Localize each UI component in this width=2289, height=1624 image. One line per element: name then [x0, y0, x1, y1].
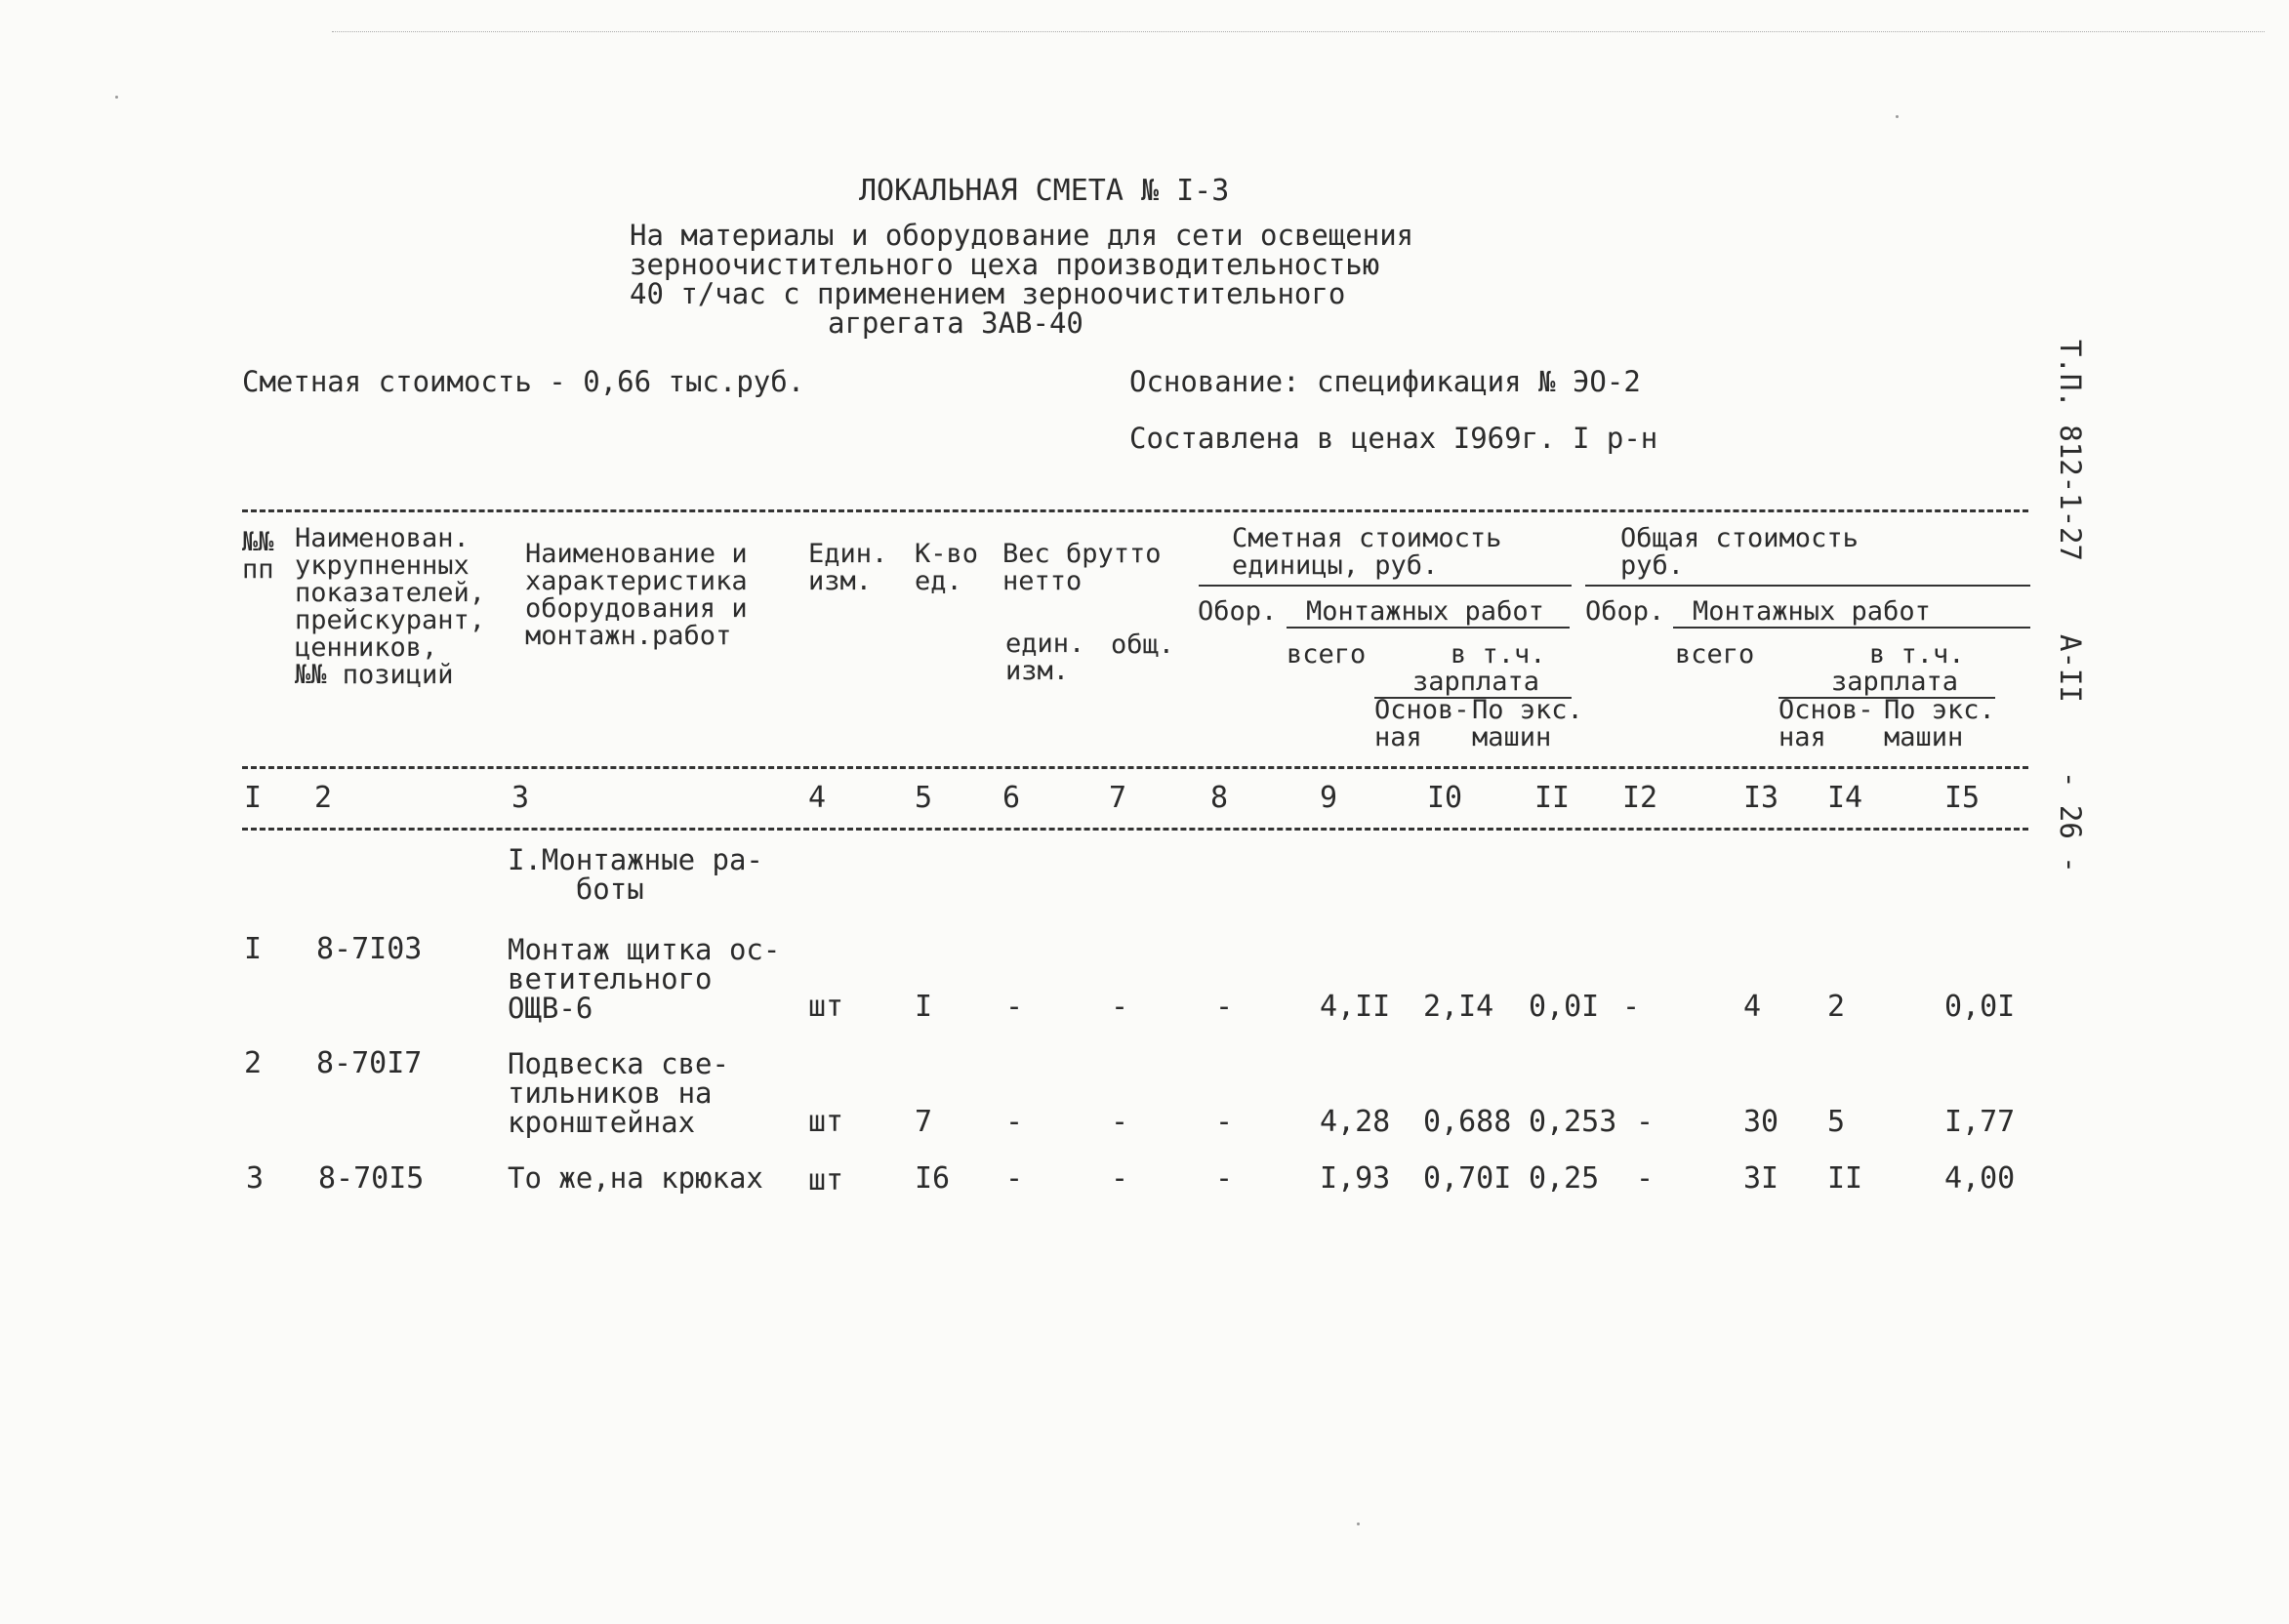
total-total-header: всего [1675, 639, 1755, 670]
row-3-unit-basic: 0,70I [1423, 1161, 1512, 1196]
col-num-4: 4 [808, 781, 827, 815]
col-weight-total-header: общ. [1111, 629, 1175, 660]
row-3-number: 3 [246, 1161, 265, 1196]
col-num-9: 9 [1320, 781, 1338, 815]
row-3-unit: шт [808, 1163, 844, 1198]
scan-speck [115, 96, 118, 99]
header-top-rule [242, 509, 2028, 512]
row-1-total-machines: 0,0I [1944, 990, 2016, 1024]
row-2-name: Подвеска све- тильников на кронштейнах [508, 1047, 729, 1139]
row-1-unit-machines: 0,0I [1529, 990, 1600, 1024]
row-2-code: 8-70I7 [316, 1046, 423, 1080]
row-1-unit-equip: - [1215, 990, 1234, 1024]
row-3-total-total: 3I [1743, 1161, 1779, 1196]
subtitle-line-1: На материалы и оборудование для сети освещения [630, 219, 1414, 252]
row-3-unit-total: I,93 [1320, 1161, 1391, 1196]
row-2-unit-total: 4,28 [1320, 1105, 1391, 1139]
row-2-weight-unit: - [1005, 1105, 1024, 1139]
row-2-total-machines: I,77 [1944, 1105, 2016, 1139]
row-2-total-equip: - [1636, 1105, 1655, 1139]
row-1-number: I [244, 932, 263, 966]
col-name-header: Наименование и характеристика оборудования и монтажн.работ [525, 539, 748, 651]
col-num-11: II [1534, 781, 1571, 815]
subtitle-line-4: агрегата ЗАВ-40 [828, 306, 1083, 340]
row-3-unit-machines: 0,25 [1529, 1161, 1600, 1196]
row-1-total-basic: 2 [1827, 990, 1846, 1024]
row-3-code: 8-70I5 [318, 1161, 425, 1196]
row-1-total-equip: - [1622, 990, 1641, 1024]
row-3-name: То же,на крюках [508, 1161, 763, 1195]
total-equip-header: Обор. [1585, 596, 1665, 627]
total-incl-header: в т.ч. [1869, 639, 1965, 670]
row-1-weight-unit: - [1005, 990, 1024, 1024]
row-1-weight-total: - [1111, 990, 1129, 1024]
unit-wage-header: зарплата [1412, 667, 1540, 697]
col-qty-header: К-во ед. [915, 539, 979, 596]
row-3-weight-unit: - [1005, 1161, 1024, 1196]
side-project-code: Т.П. 812-1-27 [2054, 340, 2087, 561]
row-2-unit-machines: 0,253 [1529, 1105, 1617, 1139]
unit-basic-header: Основ- ная [1374, 695, 1470, 752]
col-num-3: 3 [511, 781, 530, 815]
row-1-total-total: 4 [1743, 990, 1762, 1024]
unit-cost-header: Сметная стоимость единицы, руб. [1232, 523, 1502, 581]
estimated-cost: Сметная стоимость - 0,66 тыс.руб. [242, 365, 805, 398]
row-3-total-basic: II [1827, 1161, 1863, 1196]
col-num-8: 8 [1210, 781, 1229, 815]
row-2-number: 2 [244, 1046, 263, 1080]
total-install-header: Монтажных работ [1693, 596, 1931, 627]
numbers-bottom-rule [242, 828, 2028, 831]
row-1-unit-total: 4,II [1320, 990, 1391, 1024]
row-2-weight-total: - [1111, 1105, 1129, 1139]
row-2-total-basic: 5 [1827, 1105, 1846, 1139]
side-page-number: - 26 - [2054, 771, 2087, 873]
row-1-unit: шт [808, 990, 844, 1024]
section-title: I.Монтажные ра- боты [508, 843, 763, 906]
unit-incl-header: в т.ч. [1451, 639, 1546, 670]
col-number-header: №№ пп [242, 527, 274, 585]
scan-speck [1357, 1522, 1360, 1525]
row-1-name: Монтаж щитка ос- ветительного ОЩВ-6 [508, 933, 781, 1025]
row-3-weight-total: - [1111, 1161, 1129, 1196]
subtitle-line-2: зерноочистительного цеха производительностью [630, 248, 1380, 281]
col-unit-header: Един. изм. [808, 539, 888, 596]
total-basic-header: Основ- ная [1778, 695, 1874, 752]
col-code-header: Наименован. укрупненных показателей, прейскурант, ценников, №№ позиций [295, 523, 486, 690]
row-1-unit-basic: 2,I4 [1423, 990, 1494, 1024]
scan-speck [1896, 115, 1899, 118]
side-album: А-II [2054, 634, 2087, 703]
header-bottom-rule [242, 766, 2028, 769]
col-num-6: 6 [1002, 781, 1021, 815]
col-num-15: I5 [1944, 781, 1981, 815]
unit-equip-header: Обор. [1198, 596, 1278, 627]
unit-total-header: всего [1287, 639, 1367, 670]
row-2-total-total: 30 [1743, 1105, 1779, 1139]
unit-install-header: Монтажных работ [1306, 596, 1544, 627]
unit-machines-header: По экс. машин [1472, 695, 1583, 752]
col-num-1: I [244, 781, 263, 815]
row-3-qty: I6 [915, 1161, 951, 1196]
col-num-10: I0 [1427, 781, 1463, 815]
col-weight-header: Вес брутто нетто [1002, 539, 1162, 596]
subtitle-line-3: 40 т/час с применением зерноочистительного [630, 277, 1346, 310]
scan-top-edge [332, 31, 2265, 32]
row-3-unit-equip: - [1215, 1161, 1234, 1196]
total-cost-underline [1585, 585, 2030, 587]
row-2-unit: шт [808, 1105, 844, 1139]
document-title: ЛОКАЛЬНАЯ СМЕТА № I-3 [859, 174, 1230, 208]
row-3-total-equip: - [1636, 1161, 1655, 1196]
basis: Основание: спецификация № ЭО-2 [1129, 365, 1641, 398]
row-2-unit-equip: - [1215, 1105, 1234, 1139]
row-1-code: 8-7I03 [316, 932, 423, 966]
col-num-5: 5 [915, 781, 933, 815]
total-machines-header: По экс. машин [1884, 695, 1995, 752]
col-weight-unit-header: един. изм. [1005, 629, 1085, 686]
col-num-12: I2 [1622, 781, 1658, 815]
row-3-total-machines: 4,00 [1944, 1161, 2016, 1196]
row-1-qty: I [915, 990, 933, 1024]
price-basis: Составлена в ценах I969г. I р-н [1129, 422, 1658, 455]
row-2-unit-basic: 0,688 [1423, 1105, 1512, 1139]
total-cost-header: Общая стоимость руб. [1620, 523, 1859, 581]
col-num-7: 7 [1109, 781, 1127, 815]
col-num-13: I3 [1743, 781, 1779, 815]
row-2-qty: 7 [915, 1105, 933, 1139]
total-wage-header: зарплата [1831, 667, 1959, 697]
col-num-14: I4 [1827, 781, 1863, 815]
unit-install-underline [1287, 627, 1570, 629]
total-install-underline [1673, 627, 2030, 629]
unit-cost-underline [1199, 585, 1572, 587]
col-num-2: 2 [314, 781, 333, 815]
